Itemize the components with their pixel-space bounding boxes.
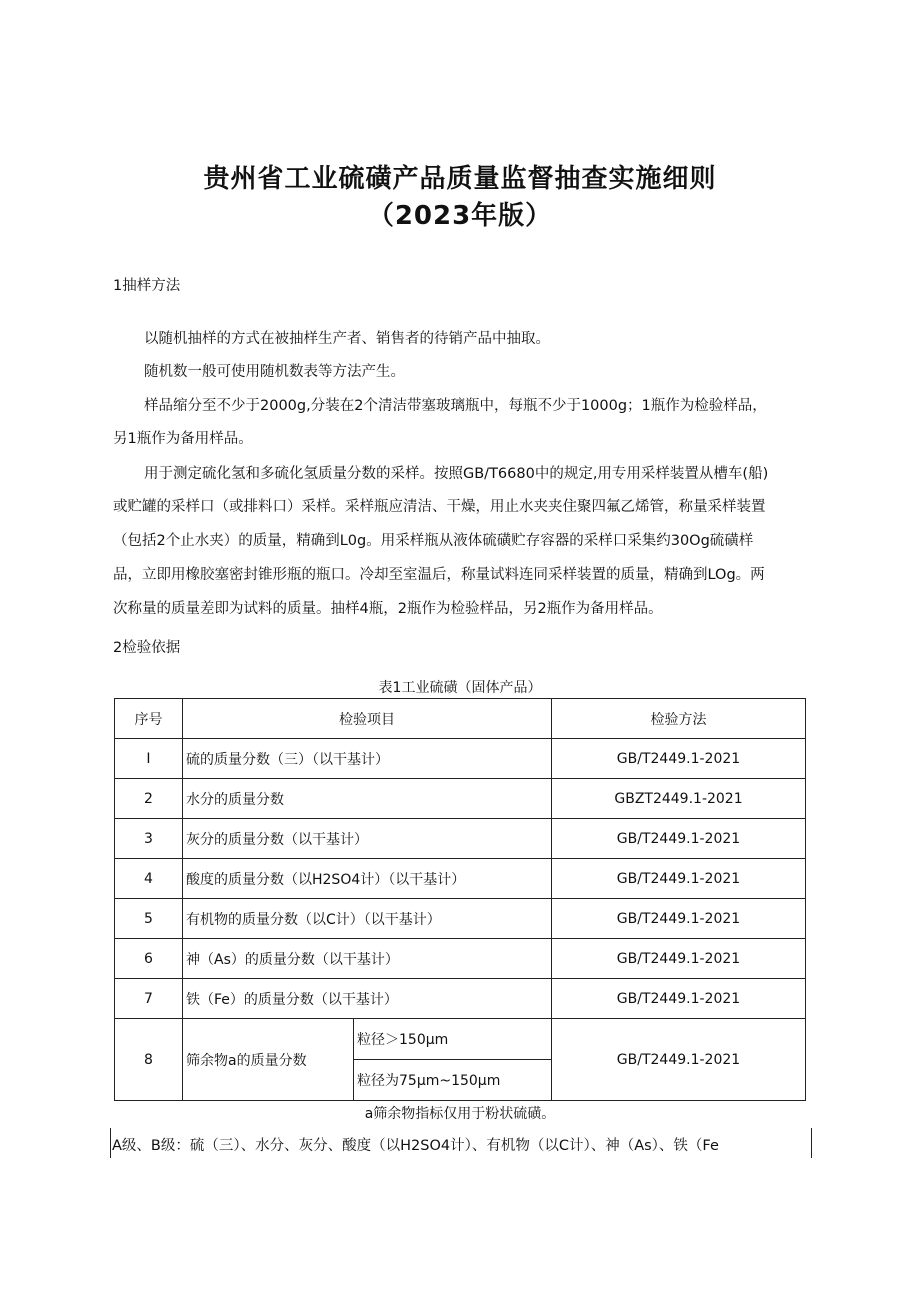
row-method: GB/T2449.1-2021 bbox=[552, 1019, 806, 1101]
row-no: 8 bbox=[115, 1019, 183, 1101]
row-method: GBZT2449.1-2021 bbox=[552, 779, 806, 819]
row-method: GB/T2449.1-2021 bbox=[552, 939, 806, 979]
header-method: 检验方法 bbox=[552, 699, 806, 739]
table-row bbox=[115, 899, 806, 939]
row-no: 5 bbox=[115, 899, 183, 939]
paragraph-h2s-sampling-line3: （包括2个止水夹）的质量，精确到L0g。用采样瓶从液体硫磺贮存容器的采样口采集约30Og硫磺样 bbox=[113, 533, 754, 549]
row-no: 4 bbox=[115, 859, 183, 899]
row-no: 7 bbox=[115, 979, 183, 1019]
row-no: 6 bbox=[115, 939, 183, 979]
row-item: 筛余物a的质量分数 bbox=[183, 1019, 354, 1101]
paragraph-random-number: 随机数一般可使用随机数表等方法产生。 bbox=[144, 364, 405, 380]
row-no: 3 bbox=[115, 819, 183, 859]
row-item: 酸度的质量分数（以H2SO4计）（以干基计） bbox=[183, 859, 552, 899]
row-item: 硫的质量分数（三）（以干基计） bbox=[183, 739, 552, 779]
paragraph-h2s-sampling-line4: 品，立即用橡胶塞密封锥形瓶的瓶口。冷却至室温后，称量试料连同采样装置的质量，精确到LOg。两 bbox=[113, 567, 765, 583]
row-subitem-particle-medium: 粒径为75μm~150μm bbox=[354, 1060, 552, 1101]
header-no: 序号 bbox=[115, 699, 183, 739]
row-subitem-particle-large: 粒径＞150μm bbox=[354, 1019, 552, 1060]
paragraph-h2s-sampling-line1: 用于测定硫化氢和多硫化氢质量分数的采样。按照GB/T6680中的规定,用专用采样装置从槽车(船) bbox=[144, 466, 769, 482]
row-item: 有机物的质量分数（以C计）（以干基计） bbox=[183, 899, 552, 939]
table-row bbox=[115, 939, 806, 979]
document-subtitle-year: （2023年版） bbox=[367, 201, 553, 231]
row-item: 水分的质量分数 bbox=[183, 779, 552, 819]
table-header-row bbox=[115, 699, 806, 739]
section-1-heading: 1抽样方法 bbox=[113, 278, 181, 294]
grade-note-text: A级、B级：硫（三）、水分、灰分、酸度（以H2SO4计）、有机物（以C计）、神（As）、铁（Fe bbox=[112, 1138, 719, 1154]
row-item: 铁（Fe）的质量分数（以干基计） bbox=[183, 979, 552, 1019]
grade-note-box bbox=[110, 1128, 812, 1158]
row-method: GB/T2449.1-2021 bbox=[552, 819, 806, 859]
row-item: 神（As）的质量分数（以干基计） bbox=[183, 939, 552, 979]
table-row bbox=[115, 739, 806, 779]
table-row bbox=[115, 819, 806, 859]
table-row bbox=[115, 859, 806, 899]
row-no: 2 bbox=[115, 779, 183, 819]
document-title: 贵州省工业硫磺产品质量监督抽查实施细则 bbox=[203, 164, 717, 194]
table-row bbox=[115, 779, 806, 819]
table-row bbox=[115, 979, 806, 1019]
row-method: GB/T2449.1-2021 bbox=[552, 979, 806, 1019]
paragraph-sample-split-line2: 另1瓶作为备用样品。 bbox=[113, 431, 253, 447]
row-method: GB/T2449.1-2021 bbox=[552, 739, 806, 779]
paragraph-h2s-sampling-line2: 或贮罐的采样口（或排料口）采样。采样瓶应清洁、干燥，用止水夹夹住聚四氟乙烯管，称量采样装置 bbox=[113, 499, 766, 515]
table-footnote: a筛余物指标仅用于粉状硫磺。 bbox=[364, 1106, 556, 1122]
inspection-table bbox=[114, 698, 806, 1101]
table-row-sieve bbox=[115, 1019, 806, 1060]
paragraph-sample-split-line1: 样品缩分至不少于2000g,分装在2个清洁带塞玻璃瓶中，每瓶不少于1000g；1瓶作为检验样品， bbox=[144, 398, 767, 414]
paragraph-sampling-method: 以随机抽样的方式在被抽样生产者、销售者的待销产品中抽取。 bbox=[144, 331, 550, 347]
paragraph-h2s-sampling-line5: 次称量的质量差即为试料的质量。抽样4瓶，2瓶作为检验样品，另2瓶作为备用样品。 bbox=[113, 601, 663, 617]
section-2-heading: 2检验依据 bbox=[113, 640, 181, 656]
row-item: 灰分的质量分数（以干基计） bbox=[183, 819, 552, 859]
row-no: I bbox=[115, 739, 183, 779]
row-method: GB/T2449.1-2021 bbox=[552, 859, 806, 899]
header-item: 检验项目 bbox=[183, 699, 552, 739]
table-caption: 表1工业硫磺（固体产品） bbox=[378, 680, 542, 696]
row-method: GB/T2449.1-2021 bbox=[552, 899, 806, 939]
